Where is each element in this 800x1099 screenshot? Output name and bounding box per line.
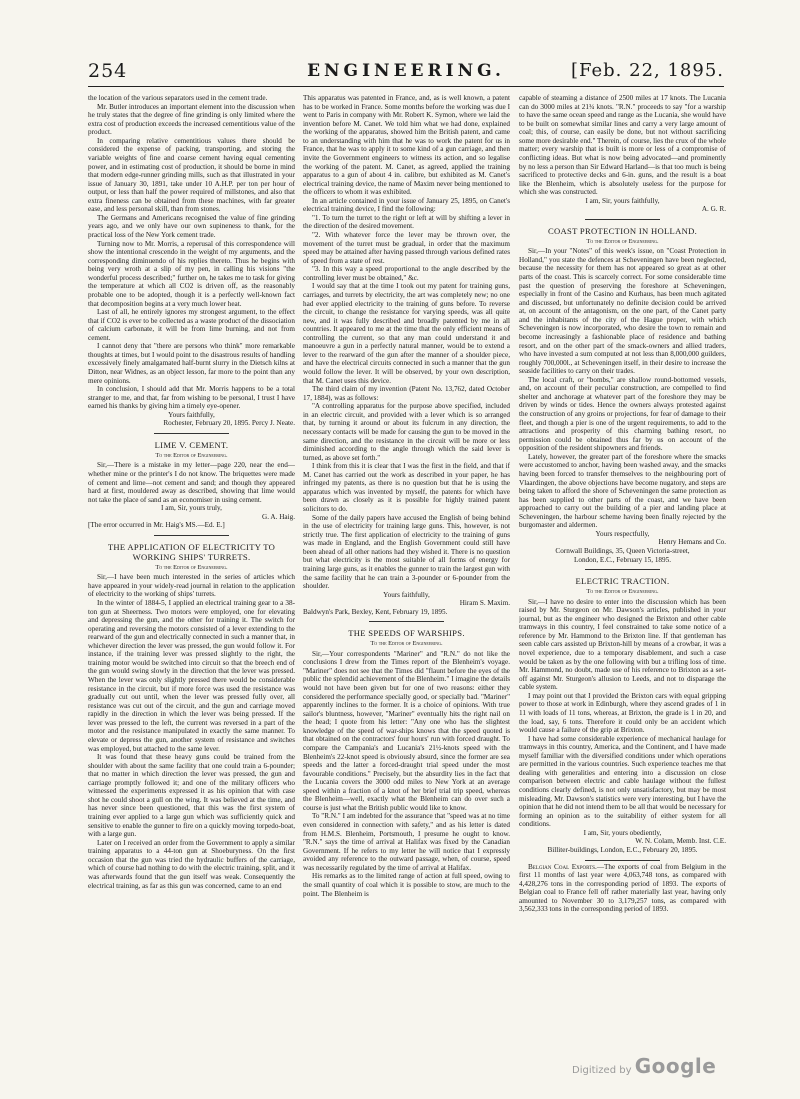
article-heading-warship-speeds: THE SPEEDS OF WARSHIPS. bbox=[348, 628, 465, 639]
to-editor-line: To the Editor of Engineering. bbox=[155, 563, 228, 571]
paragraph: To "R.N." I am indebted for the assurance that "speed was at no time even considered in connection with safety," and as his letter is dated from H.M.S. Blenheim, Portsmouth, I presume he ought to know. "R.N." says the time of arrival at Halifax was fixed by the Canadian Government. If he refers to my letter he will notice that I expressly avoided any reference to the outward passage, when, of course, speed was necessarily regulated by the time of arrival at Halifax. bbox=[303, 812, 510, 872]
running-head bbox=[88, 60, 724, 87]
letter-address: London, E.C., February 15, 1895. bbox=[573, 555, 672, 564]
letter-signature: Henry Hemans and Co. bbox=[658, 538, 726, 547]
letter-closing: I am, Sir, yours obediently, bbox=[583, 828, 662, 837]
article-heading-coast-protection: COAST PROTECTION IN HOLLAND. bbox=[547, 225, 698, 236]
paragraph: "A controlling apparatus for the purpose above specified, included in an electric circuit, and provided with a lever which is so arranged that, by turning it around or about its fulcrum in any direction, the necessary contacts will be made for causing the gun to be moved in the same direction, and the resistance in the circuit will be more or less diminished according to the angle through which the said lever is turned, as above set forth." bbox=[303, 402, 510, 462]
paragraph: In an article contained in your issue of January 25, 1895, on Canet's electrical training device, I find the following: bbox=[303, 196, 510, 214]
watermark-prefix: Digitized by bbox=[572, 1065, 635, 1076]
paragraph: In conclusion, I should add that Mr. Morris happens to be a total stranger to me, and that, far from wishing to be personal, I trust I have earned his thanks by giving him a timely eye-opener. bbox=[88, 385, 295, 411]
paragraph: This apparatus was patented in France, and, as is well known, a patent has to be worked in France. Some months before the working was due I went to Paris in company with Mr. Robert K. Symon, where we laid the invention before M. Canet. We told him what we had done, explained the working of the apparatus, showed him the British patent, and came to an understanding with him that he was to work the patent for us in France, that he was to apply it to some kind of a gun carriage, and then invite the Government engineers to witness its action, and so legalise the working of the patent. M. Canet, as agreed, applied the training apparatus to a gun of about 4 in. calibre, but exhibited as M. Canet's electrical training device, the name of Maxim never being mentioned to the officers to whom it was exhibited. bbox=[303, 94, 510, 197]
letter-address: Baldwyn's Park, Bexley, Kent, February 19, 1895. bbox=[303, 607, 448, 616]
page-number: 254 bbox=[88, 60, 128, 82]
issue-date: [Feb. 22, 1895. bbox=[570, 60, 724, 81]
editor-note: [The error occurred in Mr. Haig's MS.—Ed. E.] bbox=[88, 521, 225, 530]
letter-address: Cornwall Buildings, 35, Queen Victoria-street, bbox=[555, 547, 690, 556]
article-heading-ships-turrets: THE APPLICATION OF ELECTRICITY TO WORKING SHIPS' TURRETS. bbox=[107, 541, 276, 562]
to-editor-line: To the Editor of Engineering. bbox=[155, 451, 228, 459]
news-item-belgian-coal bbox=[519, 863, 726, 914]
article-divider bbox=[154, 535, 229, 536]
article-divider bbox=[585, 569, 660, 570]
letter-closing: I am, Sir, yours faithfully, bbox=[585, 196, 660, 205]
article-divider bbox=[369, 621, 444, 622]
letter-closing: Yours respectfully, bbox=[595, 529, 650, 538]
paragraph: The Germans and Americans recognised the value of fine grinding years ago, and we only have our own supineness to thank, for the practical loss of the New York cement trade. bbox=[88, 213, 295, 239]
paragraph: Mr. Butler introduces an important element into the discussion when he truly states that the degree of fine grinding is only limited where the extra cost of production exceeds the increased cementitious value of the product. bbox=[88, 102, 295, 137]
article-divider bbox=[585, 860, 660, 861]
letter-signature: Hiram S. Maxim. bbox=[459, 599, 510, 608]
letter-closing: Yours faithfully, bbox=[383, 590, 430, 599]
google-logo: Google bbox=[634, 1054, 717, 1078]
paragraph: "1. To turn the turret to the right or left at will by shifting a lever in the direction of the desired movement. bbox=[303, 213, 510, 231]
paragraph: the location of the various separators used in the cement trade. bbox=[88, 94, 268, 102]
column-3 bbox=[519, 94, 726, 1024]
to-editor-line: To the Editor of Engineering. bbox=[370, 640, 443, 648]
letter-signature: A. G. R. bbox=[701, 205, 726, 214]
paragraph: Later on I received an order from the Government to apply a similar training apparatus to a 44-ton gun at Shoeburyness. On the first occasion that the gun was tried the hydraulic buffers of the carriage, which of course had nothing to do with the electric training, split, and it was afterwards found that the gun itself was weak. Consequently the electrical training, as far as this gun was concerned, came to an end bbox=[88, 838, 295, 890]
letter-closing: I am, Sir, yours truly, bbox=[161, 504, 222, 513]
paragraph: Last of all, he entirely ignores my strongest argument, to the effect that if CO2 is ever to be collected as a waste product of the dissociation of calcium carbonate, it will be from lime burning, and not from cement. bbox=[88, 308, 295, 342]
article-heading-lime-cement: LIME V. CEMENT. bbox=[154, 439, 229, 450]
paragraph: It was found that these heavy guns could be trained from the shoulder with about the same facility that one could train a 6-pounder; that no matter in which direction the lever was pressed, the gun and carriage promptly followed it; and one of the military officers who witnessed the experiments expressed it as his opinion that with case shot he could shoot a gull on the wing. It was believed at the time, and has never since been questioned, that this was the first system of training ever applied to a large gun which was sufficiently quick and sensitive to enable the gunner to fire on a quickly moving torpedo-boat, with a large gun. bbox=[88, 753, 295, 839]
letter-signature: W. N. Colam, Memb. Inst. C.E. bbox=[635, 837, 726, 846]
paragraph: His remarks as to the limited range of action at full speed, owing to the small quantity of coal which it is possible to stow, are much to the point. The Blenheim is bbox=[303, 872, 510, 898]
paragraph: Sir,—Your correspondents "Mariner" and "R.N." do not like the conclusions I drew from the Times report of the Blenheim's voyage. "Mariner" does not see that the Times did "flaunt before the eyes of the public the splendid achievement of the Blenheim." I imagine the details would not have been given but for one of two reasons: either they considered the performance specially good, or specially bad. "Mariner" apparently inclines to the former. It is a choice of opinions. With true sailor's bluntness, however, "Mariner" eventually hits the right nail on the head; I quote from his letter: "Any one who has the slightest knowledge of the speed of war-ships knows that the speed quoted is that obtained on the contractors' four hours' run with forced draught. To compare the Campania's and Lucania's 21½-knots speed with the Blenheim's 22-knot speed is obviously absurd, since the former are sea speeds and the latter a forced-draught trial speed under the most favourable conditions." Precisely, but the absurdity lies in the fact that the Lucania covers the 3000 odd miles to New York at an average speed within a fraction of a knot of her brief trial trip speed, whereas the Blenheim—well, exactly what the Blenheim can do over such a course is just what the British public would like to know. bbox=[303, 649, 510, 812]
paragraph: "3. In this way a speed proportional to the angle described by the controlling lever must be obtained," &c. bbox=[303, 265, 510, 282]
letter-address: Billiter-buildings, London, E.C., February 20, 1895. bbox=[547, 845, 698, 854]
paragraph: I would say that at the time I took out my patent for training guns, carriages, and turrets by electricity, the art was completely new; no one had ever applied electricity to the training of guns before. To reverse the circuit, to change the resistance for varying speeds, was all quite new, and it was fully described and broadly patented by me in all countries. It appeared to me at the time that the only efficient means of controlling the current, so that any man could understand it and manoeuvre a gun in a perfectly natural manner, would be to extend a lever to the rearward of the gun after the manner of a shoulder piece, and have the electrical circuits connected in such a manner that the gun would follow the lever. It will be observed, by your own description, that M. Canet uses this device. bbox=[303, 282, 510, 385]
paragraph: Sir,—I have been much interested in the series of articles which have appeared in your widely-read journal in relation to the application of electricity to the working of ships' turrets. bbox=[88, 573, 295, 599]
letter-signature: Rochester, February 20, 1895. Percy J. Neate. bbox=[163, 419, 295, 428]
news-item-title: Belgian Coal Exports. bbox=[528, 862, 597, 871]
paragraph: In comparing relative cementitious values there should be considered the expense of packing, transporting, and storing the variable weights of fine and coarse cement having equal cementing power, and in estimating cost of production, it should be borne in mind that modern edge-runner grinding mills, such as that illustrated in your issue of January 30, 1891, take under 10 A.H.P. per ton per hour of output, or less than half the power required of millstones, and also that extra fineness can be obtained from these machines, with far greater ease, and less personal skill, than from stones. bbox=[88, 136, 295, 214]
paragraph: Sir,—I have no desire to enter into the discussion which has been raised by Mr. Sturgeon on Mr. Dawson's articles, published in your journal, but as the engineer who designed the Brixton and other cable tramways in this country, I feel constrained to take some notice of a reference by Mr. Hammond to the Brixton line. If that gentleman has seen cable cars assisted up Brixton-hill by means of a crowbar, it was a novel experience, due to a temporary disablement, and such a case would be taken as by the one following with but a trifling loss of time. Mr. Hammond, no doubt, made use of his reference to Brixton as a set-off against Mr. Sturgeon's allusion to Leeds, and not to disparage the cable system. bbox=[519, 597, 726, 692]
paragraph: Lately, however, the greater part of the foreshore where the smacks were accustomed to anchor, having been washed away, and the smacks having been forced to transfer themselves to the neighbouring port of Vlaardingen, the above objections have become nugatory, and steps are being taken to afford the shore of Scheveningen the same protection as has been supplied to other parts of the coast, and we have been approached to carry out the building of a pier and landing place at Scheveningen, the harbour scheme having been finally rejected by the burgomaster and aldermen. bbox=[519, 452, 726, 530]
paragraph: I cannot deny that "there are persons who think" more remarkable thoughts at times, but I would point to the disastrous results of handling excessively finely amalgamated half-burnt slurry in the Dietsch kilns at Ditton, near Widnes, as an object lesson, far more to the point than any mere opinions. bbox=[88, 342, 295, 385]
letter-closing: Yours faithfully, bbox=[168, 410, 215, 419]
paragraph: Sir,—In your "Notes" of this week's issue, on "Coast Protection in Holland," you state the defences at Scheveningen have been neglected, because the necessity for them has not appeared so great as at other parts of the coast. This is scarcely correct. For some considerable time past the question of preserving the foreshore at Scheveningen, especially in front of the Casino and Kurhaus, has been much agitated and discussed, but unfortunately no definite decision could be arrived at, on account of the antagonism, on the one part, of the Canet party and the inhabitants of the city of the Hague proper, with which Scheveningen is now incorporated, who desire the town to remain and become increasingly a fashionable place of residence and bathing resort, and on the other part of the smack-owners and allied traders, who have invested a sum computed at not less than 8,000,000 guilders, roughly 700,000l., at Scheveningen itself, in their desire to increase the seaside facilities to carry on their trades. bbox=[519, 247, 726, 376]
paragraph: "2. With whatever force the lever may be thrown over, the movement of the turret must be gradual, in order that the maximum speed may be attained after having passed through various defined rates of speed from a state of rest. bbox=[303, 231, 510, 265]
news-item-text: —The exports of coal from Belgium in the first 11 months of last year were 4,063,748 tons, as compared with 4,428,276 tons in the corresponding period of 1893. The exports of Belgian coal to France fell off rather materially last year, having only amounted to November 30 to 3,179,257 tons, as compared with 3,562,333 tons in the corresponding period of 1893. bbox=[519, 862, 726, 914]
paragraph: I think from this it is clear that I was the first in the field, and that if M. Canet has carried out the work as described in your paper, he has infringed my patents, as there is no question but that he is using the apparatus which was invented by myself, the patents for which have been drawn as closely as it is possible for highly trained patent solicitors to do. bbox=[303, 462, 510, 513]
to-editor-line: To the Editor of Engineering. bbox=[586, 588, 659, 596]
article-divider bbox=[585, 219, 660, 220]
column-2 bbox=[303, 94, 510, 1024]
article-heading-electric-traction: ELECTRIC TRACTION. bbox=[575, 576, 670, 587]
paragraph: capable of steaming a distance of 2500 miles at 17 knots. The Lucania can do 3000 miles at 21¾ knots. "R.N." proceeds to say "for a warship to have the same ocean speed and range as the Lucania, she would have to be built on somewhat similar lines and carry a very large amount of coal; this, of course, can easily be done, but not without sacrificing some more desirable end." Therein, of course, lies the crux of the whole matter; every warship that is built is more or less of a compromise of conflicting ideas. But what is now being advocated—and prominently by no less a person than Sir Edward Harland—is that too much is being sacrificed to protective decks and 6-in. guns, and the result is a boat like the Blenheim, which is absolutely useless for the purpose for which she was constructed. bbox=[519, 94, 726, 197]
digitized-watermark bbox=[572, 1054, 716, 1078]
column-1 bbox=[88, 94, 295, 1024]
paragraph: Turning now to Mr. Morris, a reperusal of this correspondence will show the intentional crescendo in the weight of my arguments, and the corresponding diminuendo of his replies thereto. Thus he begins with being very wroth at a slip of my pen, in calling his visions "the wonderful process described;" further on, he takes me to task for giving the temperature at which all CO2 is driven off, as the reasonably probable one to be adopted, though it is a perfectly well-known fact that decomposition begins at a very much lower heat. bbox=[88, 239, 295, 308]
paragraph: The local craft, or "bombs," are shallow round-bottomed vessels, and, on account of their peculiar construction, are compelled to find shelter and anchorage at whatever part of the foreshore they may be driven by winds or tides. Hence the owners always protested against the construction of any groins or projections, for fear of damage to their fleet, and though a pier is one of the urgent requirements, to add to the attractions and prosperity of this charming bathing resort, no permission could be obtained thus far by us on account of the opposition of the resident shipowners and friends. bbox=[519, 375, 726, 453]
article-divider bbox=[154, 433, 229, 434]
paragraph: Sir,—There is a mistake in my letter—page 220, near the end—whether mine or the printer's I do not know. The briquettes were made of cement and lime—not cement and sand; and though they appeared hard at first, mouldered away as described, showing that lime would not take the place of sand as an economiser in using cement. bbox=[88, 461, 295, 504]
paragraph: In the winter of 1884-5, I applied an electrical training gear to a 38-ton gun at Sheerness. Two motors were employed, one for elevating and depressing the gun, and the other for training it. The switch for operating and reversing the motors consisted of a lever extending to the rearward of the gun and electrically connected in such a manner that, in whichever direction the lever was pressed, the gun would follow it. For instance, if the training lever was pressed slightly to the right, the training motor would be switched into circuit so that the breech end of the gun would swing slowly in the direction that the lever was pressed. When the lever was only slightly pressed there would be considerable resistance in the circuit, but if more force was used the resistance was gradually cut out until, when the lever was pressed fully over, all resistance was cut out of the circuit, and the gun and carriage moved rapidly in the direction in which the lever was being pressed. If the lever was pressed to the left, the current was reversed in a part of the motor and the resistance manipulated in exactly the same manner. To elevate or depress the gun, another system of resistance and switches was employed, but attached to the same lever. bbox=[88, 598, 295, 753]
journal-title: ENGINEERING. bbox=[307, 61, 505, 81]
paragraph: Some of the daily papers have accused the English of being behind in the use of electricity for training large guns. This, however, is not strictly true. The first application of electricity to the training of guns was made in England, and the English Government could still have been ahead of all other nations had they wished it. There is no question but what electricity is the most suitable of all forms of energy for training large guns, as it enables the gunner to train the largest gun with the same facility that he can train a 3-pounder or 6-pounder from the shoulder. bbox=[303, 513, 510, 591]
to-editor-line: To the Editor of Engineering. bbox=[586, 237, 659, 245]
paragraph: I have had some considerable experience of mechanical haulage for tramways in this country, America, and the Continent, and I have made myself familiar with the diversified conditions under which operations are permitted in the various countries. Such experience teaches me that dealing with generalities and entering into a discussion on close comparison between electric and cable haulage without the fullest conditions clearly defined, is not only unsatisfactory, but may be most misleading. Mr. Dawson's statistics were very interesting, but I have the opinion that he did not intend them to be all that would be necessary for forming an opinion as to the suitability of either system for all conditions. bbox=[519, 734, 726, 829]
paragraph: I may point out that I provided the Brixton cars with equal gripping power to those at work in Edinburgh, where they ascend grades of 1 in 11 with loads of 11 tons, whereas, at Brixton, the grade is 1 in 20, and the load, say, 6 tons. Therefore it could only be an accident which would cause a failure of the grip at Brixton. bbox=[519, 691, 726, 735]
letter-signature: G. A. Haig. bbox=[262, 512, 295, 521]
paragraph: The third claim of my invention (Patent No. 13,762, dated October 17, 1884), was as follows: bbox=[303, 385, 510, 402]
